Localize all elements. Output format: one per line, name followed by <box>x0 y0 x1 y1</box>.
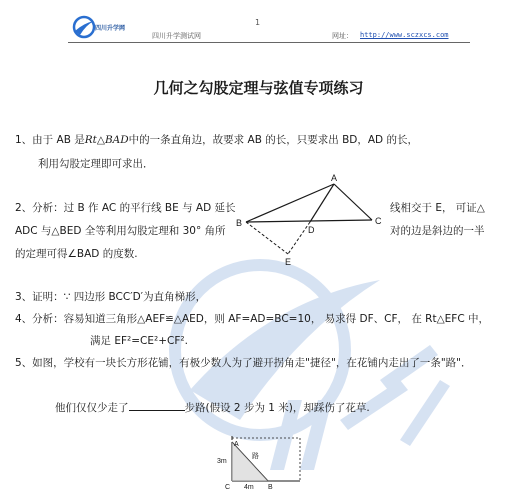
label-b: B <box>268 484 273 491</box>
item-2-right-2: 对的边是斜边的一半 <box>390 225 485 237</box>
flowerbed-figure <box>210 434 320 491</box>
triangle-figure-abcde <box>234 170 390 268</box>
header-divider <box>68 42 470 43</box>
item-4-line-1: 4、分析：容易知道三角形△AEF≌△AED，则 AF=AD=BC=10， 易求得 DF、CF， 在 Rt△EFC 中， <box>15 313 489 325</box>
segment-be <box>246 222 288 254</box>
item-5-line-2: 他们仅仅少走了 步路(假设 2 步为 1 米)，却踩伤了花草. <box>55 402 370 414</box>
item-4-line-2: 满足 EF²=CE²+CF². <box>90 335 188 347</box>
site-url-link[interactable]: http://www.sczxcs.com <box>360 31 449 39</box>
item-1-line-1: 1、由于 AB 是Rt△BAD中的一条直角边，故要求 AB 的长，只要求出 BD，AD 的长， <box>15 134 418 146</box>
segment-de <box>288 222 310 254</box>
segment-ba <box>246 184 334 222</box>
item-2-left-1: 2、分析：过 B 作 AC 的平行线 BE 与 AD 延长 <box>15 202 236 214</box>
segment-bc <box>246 220 372 222</box>
brand-name: 四川升学网 <box>95 25 126 32</box>
item-2-left-2: ADC 与△BED 全等利用勾股定理和 30° 角所 <box>15 225 226 237</box>
item-3: 3、证明：∵ 四边形 BCC′D′为直角梯形， <box>15 291 207 303</box>
label-road: 路 <box>252 453 259 460</box>
label-d: D <box>308 225 315 235</box>
rt-triangle-notation: Rt△BAD <box>84 134 129 146</box>
page-title: 几何之勾股定理与弦值专项练习 <box>153 79 364 97</box>
site-name: 四川升学测试网 <box>152 32 201 40</box>
item-5-line-1: 5、如图，学校有一块长方形花铺，有极少数人为了避开拐角走"捷径"，在花铺内走出了一条"路"． <box>15 357 472 369</box>
item-1-line-2: 利用勾股定理即可求出． <box>38 158 154 170</box>
segment-ac <box>334 184 372 220</box>
item-2-line-3: 的定理可得∠BAD 的度数. <box>15 248 138 260</box>
label-c: C <box>225 484 231 491</box>
label-4m: 4m <box>244 484 254 491</box>
url-label: 网址： <box>332 32 353 40</box>
label-a: A <box>234 441 239 448</box>
label-b: B <box>236 218 243 228</box>
answer-blank[interactable] <box>129 400 185 411</box>
label-e: E <box>285 257 292 267</box>
site-logo-icon <box>72 15 96 39</box>
label-a: A <box>331 173 338 183</box>
page-number: 1 <box>255 18 261 27</box>
label-3m: 3m <box>217 458 227 465</box>
label-c: C <box>375 216 382 226</box>
item-2-right-1: 线相交于 E， 可证△ <box>390 202 485 214</box>
